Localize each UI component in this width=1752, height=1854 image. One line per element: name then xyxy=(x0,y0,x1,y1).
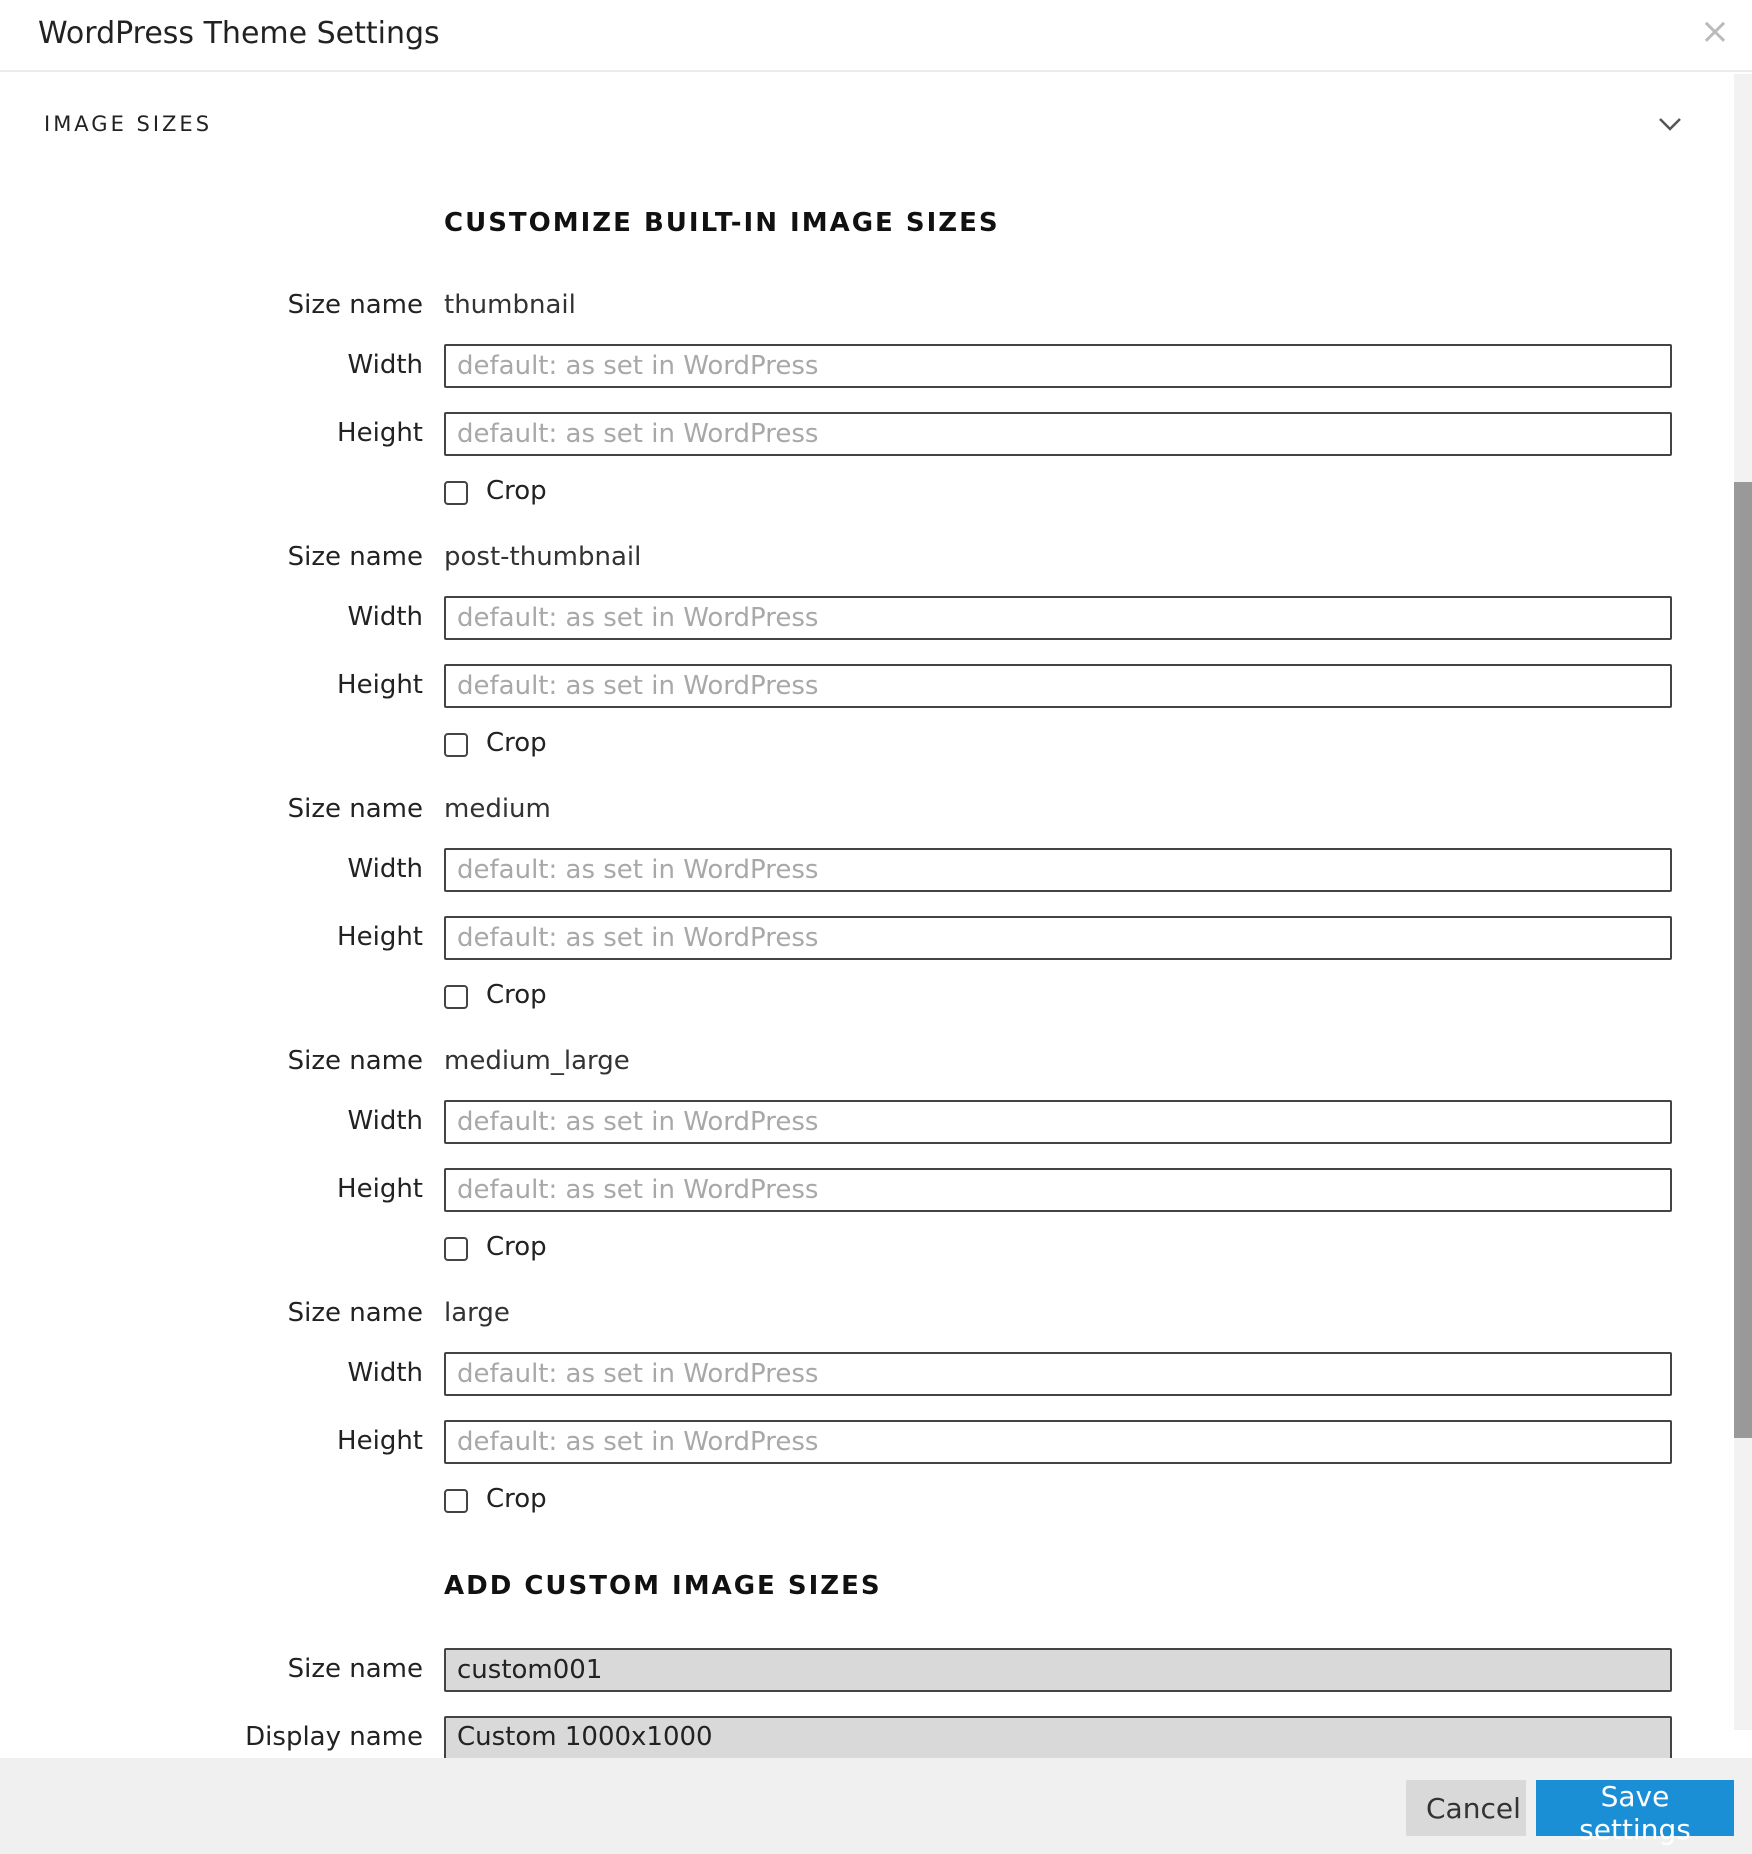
crop-checkbox[interactable] xyxy=(444,481,468,505)
width-label: Width xyxy=(347,854,423,884)
width-row xyxy=(0,848,1752,892)
size-name-row xyxy=(0,1292,1752,1336)
cancel-button[interactable]: Cancel xyxy=(1406,1780,1526,1836)
size-name-label: Size name xyxy=(287,290,423,320)
height-label: Height xyxy=(337,1426,423,1456)
dialog-content xyxy=(0,74,1752,1752)
height-row xyxy=(0,1420,1752,1464)
crop-label: Crop xyxy=(486,980,547,1010)
dialog-footer xyxy=(0,1758,1752,1854)
size-name-value: post-thumbnail xyxy=(444,542,642,572)
height-input[interactable] xyxy=(444,664,1672,708)
height-row xyxy=(0,1168,1752,1212)
size-name-value: large xyxy=(444,1298,510,1328)
height-row xyxy=(0,916,1752,960)
width-label: Width xyxy=(347,1106,423,1136)
width-input[interactable] xyxy=(444,344,1672,388)
crop-checkbox[interactable] xyxy=(444,1237,468,1261)
close-icon[interactable]: × xyxy=(1699,11,1730,52)
height-row xyxy=(0,412,1752,456)
scrollbar-thumb[interactable] xyxy=(1734,482,1752,1438)
height-label: Height xyxy=(337,670,423,700)
size-name-label: Size name xyxy=(287,1298,423,1328)
height-label: Height xyxy=(337,1174,423,1204)
builtin-sizes-heading: CUSTOMIZE BUILT-IN IMAGE SIZES xyxy=(444,208,1000,238)
width-input[interactable] xyxy=(444,596,1672,640)
size-name-label: Size name xyxy=(287,542,423,572)
size-name-value: medium xyxy=(444,794,551,824)
dialog-title: WordPress Theme Settings xyxy=(38,16,440,51)
crop-label: Crop xyxy=(486,1484,547,1514)
width-input[interactable] xyxy=(444,1352,1672,1396)
width-row xyxy=(0,1100,1752,1144)
height-input[interactable] xyxy=(444,412,1672,456)
width-row xyxy=(0,1352,1752,1396)
width-row xyxy=(0,344,1752,388)
size-name-value: thumbnail xyxy=(444,290,576,320)
height-row xyxy=(0,664,1752,708)
crop-label: Crop xyxy=(486,476,547,506)
custom-size-name-label: Size name xyxy=(287,1654,423,1684)
crop-checkbox[interactable] xyxy=(444,985,468,1009)
height-input[interactable] xyxy=(444,1420,1672,1464)
height-input[interactable] xyxy=(444,916,1672,960)
crop-label: Crop xyxy=(486,1232,547,1262)
dialog-header xyxy=(0,0,1752,72)
section-title-image-sizes: IMAGE SIZES xyxy=(44,112,213,136)
custom-size-name-row xyxy=(0,1648,1752,1692)
width-label: Width xyxy=(347,1358,423,1388)
custom-display-row xyxy=(0,1716,1752,1752)
crop-checkbox[interactable] xyxy=(444,733,468,757)
size-name-row xyxy=(0,536,1752,580)
width-row xyxy=(0,596,1752,640)
custom-size-name-input[interactable] xyxy=(444,1648,1672,1692)
height-input[interactable] xyxy=(444,1168,1672,1212)
custom-sizes-heading: ADD CUSTOM IMAGE SIZES xyxy=(444,1571,882,1601)
size-name-label: Size name xyxy=(287,794,423,824)
size-name-row xyxy=(0,1040,1752,1084)
save-settings-button[interactable]: Save settings xyxy=(1536,1780,1734,1836)
size-name-label: Size name xyxy=(287,1046,423,1076)
size-name-row xyxy=(0,284,1752,328)
height-label: Height xyxy=(337,418,423,448)
width-label: Width xyxy=(347,350,423,380)
crop-checkbox[interactable] xyxy=(444,1489,468,1513)
height-label: Height xyxy=(337,922,423,952)
crop-label: Crop xyxy=(486,728,547,758)
custom-display-select[interactable]: Custom 1000x1000 xyxy=(444,1716,1672,1760)
custom-display-label: Display name xyxy=(245,1722,423,1752)
width-input[interactable] xyxy=(444,1100,1672,1144)
size-name-value: medium_large xyxy=(444,1046,630,1076)
width-label: Width xyxy=(347,602,423,632)
size-name-row xyxy=(0,788,1752,832)
chevron-down-icon[interactable] xyxy=(1656,110,1684,138)
width-input[interactable] xyxy=(444,848,1672,892)
